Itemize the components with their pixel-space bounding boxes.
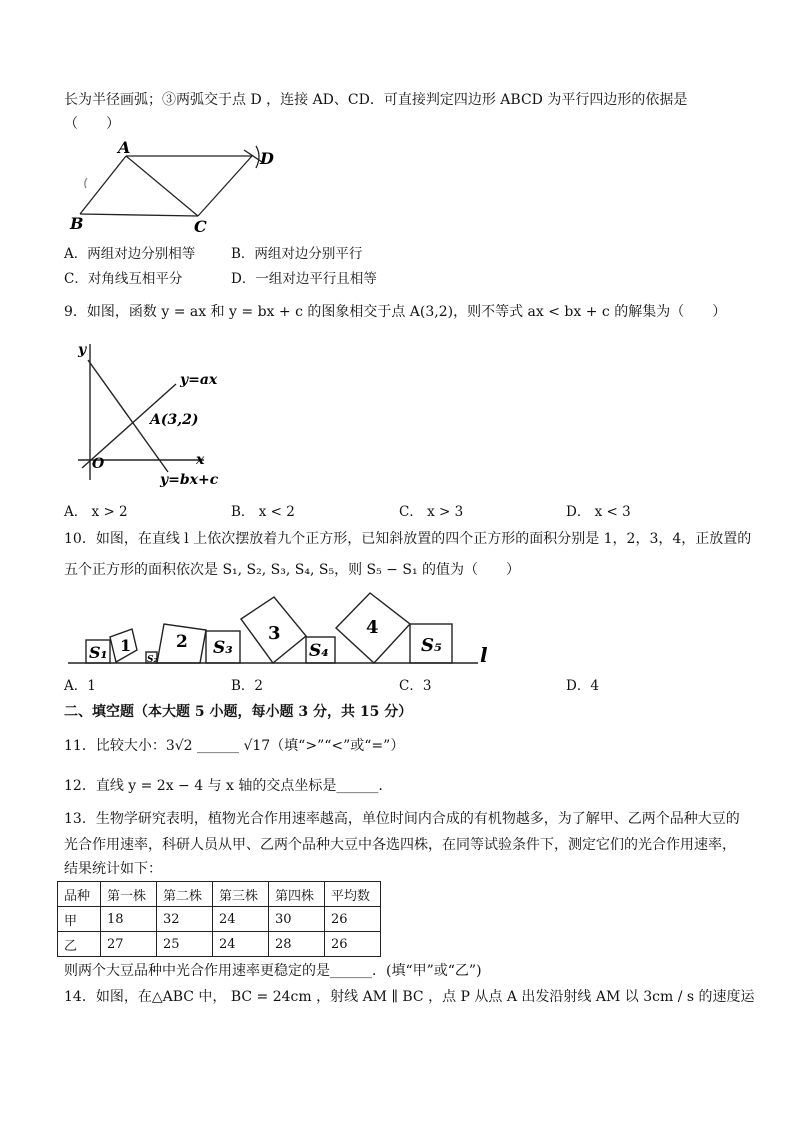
- section-2-title: 二、填空题（本大题 5 小题，每小题 3 分，共 15 分）: [64, 704, 413, 720]
- q10-option-a: A．1: [64, 678, 96, 694]
- table-cell: 24: [213, 907, 269, 932]
- y-axis-label: y: [78, 342, 87, 358]
- line-y-ax-label: y=ax: [180, 372, 218, 388]
- label-line-l: l: [480, 643, 488, 667]
- point-a-label: A(3,2): [150, 412, 199, 428]
- q9-option-a: A． x > 2: [64, 504, 128, 520]
- table-header-cell: 第三株: [213, 882, 269, 907]
- table-cell: 18: [101, 907, 157, 932]
- q9-stem: 9．如图，函数 y = ax 和 y = bx + c 的图象相交于点 A(3,2)，则不等式 ax < bx + c 的解集为（ ）: [64, 304, 727, 320]
- label-c: C: [194, 217, 207, 236]
- q12-stem: 12．直线 y = 2x − 4 与 x 轴的交点坐标是______.: [64, 778, 383, 794]
- table-cell: 27: [101, 932, 157, 957]
- origin-label: O: [92, 456, 105, 472]
- label-b: B: [70, 214, 84, 233]
- line-y-bx-c-label: y=bx+c: [160, 472, 219, 488]
- table-cell: 28: [269, 932, 325, 957]
- table-header-cell: 平均数: [325, 882, 381, 907]
- table-cell: 26: [325, 932, 381, 957]
- table-header-cell: 第二株: [157, 882, 213, 907]
- table-cell: 24: [213, 932, 269, 957]
- q13-data-table: [57, 881, 381, 957]
- label-tilted-2: 2: [176, 632, 188, 652]
- label-s2: S₂: [147, 655, 158, 665]
- label-tilted-4: 4: [366, 617, 379, 638]
- label-tilted-1: 1: [120, 636, 132, 655]
- q13-question: 则两个大豆品种中光合作用速率更稳定的是______．(填“甲”或“乙”): [64, 963, 482, 979]
- label-s4: S₄: [309, 641, 329, 661]
- q8-option-a: A．两组对边分别相等: [64, 246, 196, 262]
- q8-option-c: C．对角线互相平分: [64, 271, 183, 287]
- table-header-cell: 第一株: [101, 882, 157, 907]
- squares-figure: [66, 590, 496, 670]
- label-s1: S₁: [89, 643, 108, 662]
- table-header-row: [58, 882, 381, 907]
- label-tilted-3: 3: [268, 623, 281, 644]
- q10-option-b: B．2: [231, 678, 264, 694]
- edge-ab: [80, 156, 126, 214]
- parallelogram-figure: [66, 138, 296, 238]
- table-cell: 26: [325, 907, 381, 932]
- diagonal-ac: [126, 156, 198, 216]
- label-d: D: [260, 149, 274, 168]
- linear-functions-figure: [72, 340, 232, 490]
- q10-option-d: D．4: [566, 678, 599, 694]
- table-cell: 32: [157, 907, 213, 932]
- q8-answer-blank: （ ）: [64, 116, 120, 132]
- q10-option-c: C．3: [399, 678, 432, 694]
- edge-bc: [80, 214, 198, 216]
- q8-stem: 长为半径画弧；③两弧交于点 D ，连接 AD、CD．可直接判定四边形 ABCD 为平行四边形的依据是: [64, 92, 688, 108]
- label-s5: S₅: [421, 635, 442, 656]
- table-cell: 甲: [58, 907, 101, 932]
- q8-option-d: D．一组对边平行且相等: [231, 271, 377, 287]
- table-row: [58, 907, 381, 932]
- table-header-cell: 品种: [58, 882, 101, 907]
- q11-stem: 11．比较大小：3√2 ______ √17（填“>”“<”或“=”）: [64, 738, 405, 754]
- q9-option-d: D． x < 3: [566, 504, 631, 520]
- q9-option-b: B． x < 2: [231, 504, 295, 520]
- x-axis-label: x: [196, 452, 205, 468]
- q13-stem-line1: 13．生物学研究表明，植物光合作用速率越高，单位时间内合成的有机物越多，为了解甲、乙两个品种大豆的: [64, 811, 740, 827]
- q10-stem-line1: 10．如图，在直线 l 上依次摆放着九个正方形，已知斜放置的四个正方形的面积分别是 1，2，3，4，正放置的: [64, 531, 752, 547]
- table-cell: 乙: [58, 932, 101, 957]
- q14-stem: 14．如图，在△ABC 中， BC = 24cm ，射线 AM ∥ BC ，点 P 从点 A 出发沿射线 AM 以 3cm / s 的速度运: [64, 989, 755, 1005]
- q9-option-c: C． x > 3: [399, 504, 464, 520]
- label-a: A: [118, 138, 131, 157]
- arc-mark-1: [256, 146, 259, 168]
- arc-mark-3: [85, 178, 87, 188]
- q13-stem-line2: 光合作用速率，科研人员从甲、乙两个品种大豆中各选四株，在同等试验条件下，测定它们的光合作用速率，: [64, 837, 736, 853]
- table-header-cell: 第四株: [269, 882, 325, 907]
- edge-cd: [198, 156, 252, 216]
- q8-option-b: B．两组对边分别平行: [231, 246, 363, 262]
- q13-stem-line3: 结果统计如下：: [64, 861, 162, 877]
- table-cell: 30: [269, 907, 325, 932]
- q10-stem-line2: 五个正方形的面积依次是 S₁, S₂, S₃, S₄, S₅，则 S₅ − S₁ 的值为（ ）: [64, 562, 521, 578]
- label-s3: S₃: [213, 638, 233, 658]
- table-row: [58, 932, 381, 957]
- table-cell: 25: [157, 932, 213, 957]
